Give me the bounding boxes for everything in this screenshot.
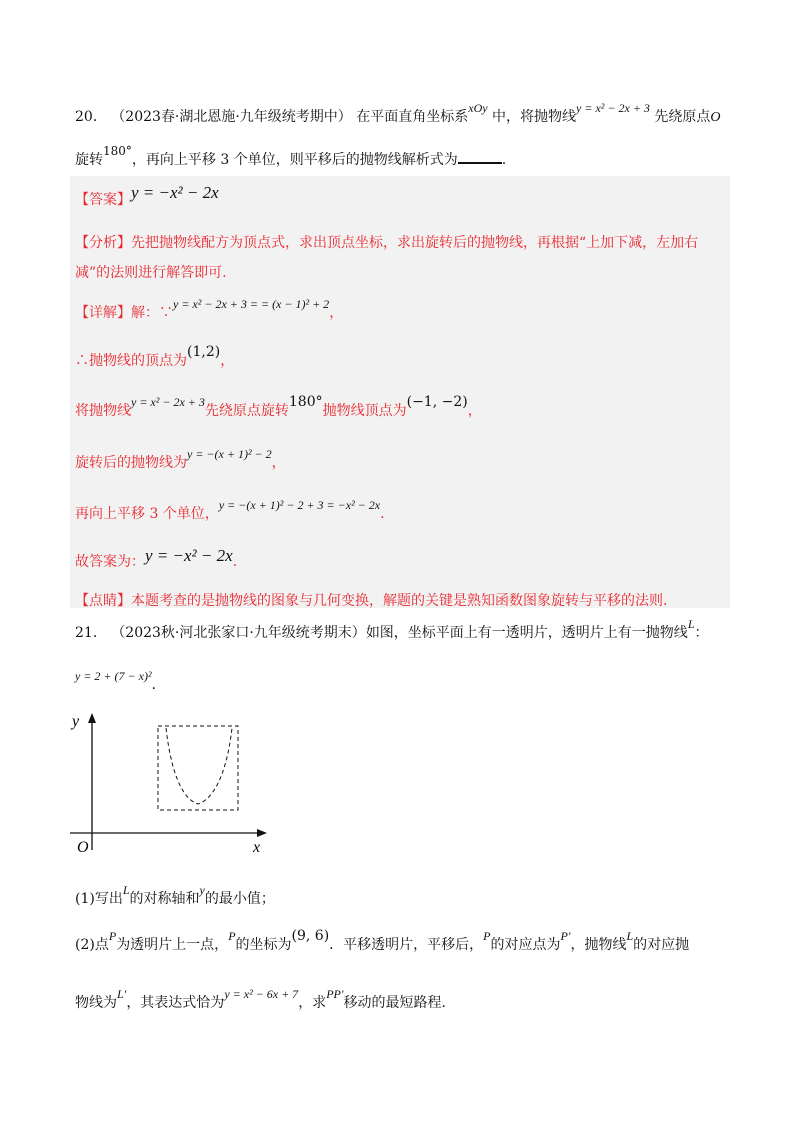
q20-degree: 180°	[103, 144, 132, 158]
q21-text: ，抛物线	[570, 937, 627, 953]
comment-text: 本题考查的是抛物线的图象与几何变换，解题的关键是熟知函数图象旋转与平移的法则.	[131, 593, 668, 609]
dot: .	[232, 554, 238, 570]
detail-line	[75, 297, 344, 324]
rotate-degree: 180°	[288, 394, 323, 410]
q20-line2	[75, 144, 507, 171]
detail-label: 【详解】	[75, 305, 131, 321]
parabola-curve	[166, 728, 232, 804]
q20-period: .	[501, 152, 507, 168]
shift-text: 再向上平移 3 个单位，	[75, 506, 219, 522]
fig-origin-label: O	[77, 839, 89, 856]
q21-Lprime-expr: y = x² − 6x + 7	[224, 987, 299, 1001]
q21-P: P	[483, 929, 491, 943]
q21-line2	[75, 669, 156, 696]
final-line	[75, 546, 238, 573]
rotate-line	[75, 394, 482, 422]
q21-part2-cont	[75, 987, 446, 1014]
rotated-vertex: (−1, −2)	[406, 394, 468, 410]
answer-expr: y = −x² − 2x	[131, 183, 219, 202]
rotate-text: 先绕原点旋转	[204, 403, 289, 419]
analysis-line1	[75, 232, 698, 254]
q21-text: 物线为	[75, 995, 117, 1011]
analysis-line2	[75, 262, 227, 284]
q21-number: 21．	[75, 625, 107, 641]
q21-part2	[75, 928, 690, 956]
q20-text: 中，将抛物线	[492, 109, 577, 125]
transparency-rect	[158, 726, 238, 810]
q21-L-prime: L′	[117, 987, 127, 1001]
q21-text: 为透明片上一点，	[116, 937, 229, 953]
q21-text: 如图，坐标平面上有一透明片，透明片上有一抛物线	[365, 625, 688, 641]
q20-text: 在平面直角坐标系	[356, 109, 469, 125]
comma: ，	[271, 455, 286, 471]
analysis-text: 减”的法则进行解答即可.	[75, 265, 227, 281]
q21-L: L	[626, 929, 634, 943]
q20-source: （2023春·湖北恩施·九年级统考期中）	[111, 109, 352, 125]
y-axis-arrow	[88, 713, 96, 723]
final-expr: y = −x² − 2x	[145, 546, 233, 565]
analysis-text: 先把抛物线配方为顶点式，求出顶点坐标，求出旋转后的抛物线，再根据“上加下减，左加右	[131, 235, 699, 251]
q20-xoy: xOy	[468, 101, 488, 115]
analysis-label: 【分析】	[75, 235, 131, 251]
vertex-text: ∴抛物线的顶点为	[75, 353, 187, 369]
q21-line1	[75, 617, 709, 644]
q20-text: 旋转	[75, 152, 103, 168]
q20-text: ，再向上平移 3 个单位，则平移后的抛物线解析式为	[131, 152, 458, 168]
dot: .	[151, 677, 156, 693]
colon: ：	[694, 625, 709, 641]
x-axis-arrow	[257, 829, 267, 837]
after-rotation-expr: y = −(x + 1)² − 2	[187, 447, 272, 461]
rotate-expr: y = x² − 2x + 3	[131, 395, 205, 409]
q20-answer-blank	[458, 148, 502, 164]
q21-parabola-expr: y = 2 + (7 − x)²	[75, 669, 152, 683]
q21-text: ，求	[298, 995, 327, 1011]
q21-P: P	[108, 929, 117, 943]
detail-prefix: 解：∵	[131, 305, 173, 321]
q20-text: 先绕原点	[654, 109, 711, 125]
q21-P-prime: P′	[560, 929, 571, 943]
shift-expr: y = −(x + 1)² − 2 + 3 = −x² − 2x	[218, 498, 381, 512]
rotate-text: 抛物线顶点为	[322, 403, 407, 419]
q21-text: 的对称轴和	[129, 891, 200, 907]
q21-L: L	[687, 617, 695, 631]
parabola-figure	[60, 700, 280, 860]
q21-text: ．平移透明片，平移后，	[329, 937, 484, 953]
q21-text: 的坐标为	[235, 937, 292, 953]
fig-x-label: x	[253, 839, 261, 856]
shift-line	[75, 498, 385, 525]
comma: ，	[467, 403, 482, 419]
answer-line	[75, 183, 219, 211]
q20-parabola-expr: y = x² − 2x + 3	[576, 101, 650, 115]
q21-text: 的对应点为	[490, 937, 561, 953]
q21-text: (2)点	[75, 937, 109, 953]
after-rotation-line	[75, 447, 286, 474]
q21-text: (1)写出	[75, 891, 123, 907]
answer-label: 【答案】	[75, 192, 131, 208]
q21-P: P	[228, 929, 236, 943]
dot: .	[380, 506, 385, 522]
vertex-line	[75, 344, 235, 372]
q21-text: 的对应抛	[633, 937, 690, 953]
q21-text: 移动的最短路程.	[343, 995, 446, 1011]
q21-P-coord: (9, 6)	[291, 928, 330, 944]
final-text: 故答案为：	[75, 554, 145, 570]
q21-text: 的最小值；	[204, 891, 275, 907]
q21-source: （2023秋·河北张家口·九年级统考期末）	[111, 625, 366, 641]
q20-line1	[75, 101, 721, 129]
q20-origin: O	[710, 110, 721, 125]
comma: ，	[220, 353, 235, 369]
q21-L: L	[122, 883, 130, 897]
q21-part1	[75, 883, 275, 910]
q21-PP-prime: PP′	[326, 987, 344, 1001]
comment-label: 【点睛】	[75, 593, 131, 609]
comment-line	[75, 590, 667, 612]
rotate-text: 将抛物线	[75, 403, 131, 419]
after-rotation-text: 旋转后的抛物线为	[75, 455, 187, 471]
q21-y: y	[199, 883, 205, 897]
vertex-value: (1,2)	[187, 344, 221, 360]
fig-y-label: y	[72, 713, 80, 730]
q20-number: 20．	[75, 109, 107, 125]
detail-expr: y = x² − 2x + 3 = = (x − 1)² + 2	[173, 297, 330, 311]
q21-text: ，其表达式恰为	[126, 995, 225, 1011]
comma: ，	[329, 305, 344, 321]
